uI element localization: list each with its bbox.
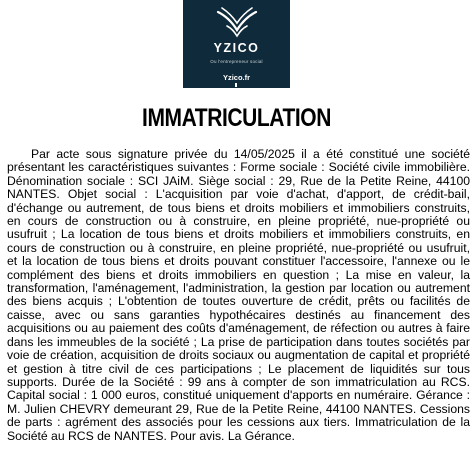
notice-title: IMMATRICULATION xyxy=(142,104,331,132)
logo-website: Yzico.fr xyxy=(222,73,251,82)
logo-emblem-icon xyxy=(214,6,260,40)
logo-divider xyxy=(235,83,237,87)
logo-tagline: Ou l'entrepreneur social xyxy=(210,59,263,64)
company-logo xyxy=(183,0,290,88)
logo-name: YZICO xyxy=(213,41,260,55)
notice-body: Par acte sous signature privée du 14/05/2025 il a été constitué une société présentant les caractéristiques suivantes : Forme sociale : Société civile immobilière. Dénomination sociale : SCI JAiM. Siège social : 29, Rue de la Petite Reine, 44100 NANTES. Objet social : L'acquisition par voie d'achat, d'apport, de crédit-bail, d'échange ou autrement, de tous biens et droits mobiliers et immobiliers construits, en cours de construction ou à construire, en pleine propriété, nue-propriété ou usufruit ; La location de tous biens et droits mobiliers et immobiliers construits, en cours de construction ou à construire, en pleine propriété, nue-propriété ou usufruit, et la location de tous biens et droits pouvant constituer l'accessoire, l'annexe ou le complément des biens et droits immobiliers en question ; La mise en valeur, la transformation, l'aménagement, l'administration, la gestion par location ou autrement des biens acquis ; L'obtention de toutes ouverture de crédit, prêts ou facilités de caisse, avec ou sans garanties hypothécaires destinés au financement des acquisitions ou au paiement des coûts d'aménagement, de réfection ou autres à faire dans les immeubles de la société ; La prise de participation dans toutes sociétés par voie de création, acquisition de droits sociaux ou augmentation de capital et propriété et gestion à titre civil de ces participations ; Le placement de liquidités sur tous supports. Durée de la Société : 99 ans à compter de son immatriculation au RCS. Capital social : 1 000 euros, constitué uniquement d'apports en numéraire. Gérance : M. Julien CHEVRY demeurant 29, Rue de la Petite Reine, 44100 NANTES. Cessions de parts : agrément des associés pour les cessions aux tiers. Immatriculation de la Société au RCS de NANTES. Pour avis. La Gérance. xyxy=(7,147,470,443)
